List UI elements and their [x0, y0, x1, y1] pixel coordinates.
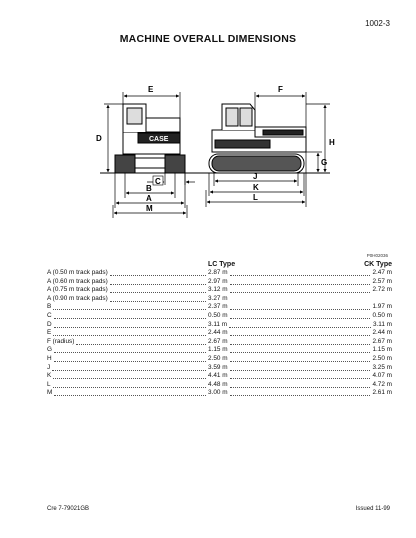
row-label: E: [47, 329, 52, 337]
row-label: G: [47, 346, 52, 354]
dim-label-k: K: [253, 183, 259, 192]
dim-label-d: D: [96, 134, 102, 143]
dot-leader: [54, 327, 206, 328]
dim-label-b: B: [146, 184, 152, 193]
dot-leader: [230, 344, 370, 345]
row-lc-value: 3.12 m: [208, 286, 228, 294]
row-lc-value: 2.87 m: [208, 269, 228, 276]
dot-leader: [52, 370, 206, 371]
row-ck-value: 3.11 m: [372, 320, 392, 328]
row-label: A (0.60 m track pads): [47, 277, 108, 285]
row-lc-value: 3.00 m: [208, 389, 228, 397]
dot-leader: [230, 387, 370, 388]
dot-leader: [110, 284, 206, 285]
row-ck-value: 2.47 m: [372, 269, 392, 276]
dim-label-f: F: [278, 85, 283, 94]
table-row: [47, 269, 392, 278]
row-ck-value: 2.44 m: [372, 329, 392, 337]
row-label: B: [47, 303, 52, 311]
table-row: [47, 372, 392, 381]
table-row: [47, 303, 392, 312]
row-ck-value: 1.15 m: [372, 346, 392, 354]
row-label: A (0.75 m track pads): [47, 286, 108, 294]
dot-leader: [76, 344, 206, 345]
column-header-ck: CK Type: [364, 261, 392, 268]
table-row: [47, 389, 392, 398]
dot-leader: [54, 352, 206, 353]
machine-dimensions-diagram: [0, 0, 416, 230]
row-ck-value: 1.97 m: [372, 303, 392, 311]
table-row: [47, 364, 392, 373]
column-header-lc: LC Type: [208, 261, 236, 268]
figure-reference: P0H02036: [366, 253, 388, 258]
dot-leader: [53, 387, 206, 388]
row-lc-value: 2.50 m: [208, 354, 228, 362]
row-lc-value: 2.97 m: [208, 277, 228, 285]
table-row: [47, 346, 392, 355]
dot-leader: [230, 292, 370, 293]
table-row: [47, 381, 392, 390]
dim-label-m: M: [146, 204, 153, 213]
row-label: D: [47, 320, 52, 328]
dot-leader: [230, 395, 370, 396]
table-row: [47, 286, 392, 295]
row-lc-value: 3.59 m: [208, 363, 228, 371]
dot-leader: [54, 318, 206, 319]
row-lc-value: 4.48 m: [208, 380, 228, 388]
dim-label-l: L: [253, 193, 258, 202]
dot-leader: [53, 378, 206, 379]
row-lc-value: 3.27 m: [208, 294, 228, 302]
row-label: M: [47, 389, 53, 397]
dim-label-j: J: [253, 172, 258, 181]
row-label: A (0.50 m track pads): [47, 269, 108, 276]
dim-label-h: H: [329, 138, 335, 147]
dot-leader: [230, 284, 370, 285]
dot-leader: [110, 292, 206, 293]
table-row: [47, 338, 392, 347]
row-label: C: [47, 311, 52, 319]
row-lc-value: 2.67 m: [208, 337, 228, 345]
dot-leader: [110, 301, 206, 302]
dot-leader: [230, 352, 370, 353]
row-lc-value: 4.41 m: [208, 372, 228, 380]
table-row: [47, 355, 392, 364]
row-ck-value: 2.67 m: [372, 337, 392, 345]
dim-label-g: G: [321, 158, 328, 167]
page-number: 1002-3: [365, 19, 390, 28]
dot-leader: [230, 370, 370, 371]
page-title: MACHINE OVERALL DIMENSIONS: [119, 33, 297, 45]
row-ck-value: 2.50 m: [372, 354, 392, 362]
dot-leader: [53, 309, 206, 310]
dot-leader: [230, 378, 370, 379]
dim-label-a: A: [146, 194, 152, 203]
row-label: L: [47, 380, 51, 388]
dimensions-table: [47, 269, 392, 398]
footer-document-code: Cre 7-79021GB: [47, 506, 90, 512]
dim-label-e: E: [148, 85, 154, 94]
table-row: [47, 295, 392, 304]
dot-leader: [54, 395, 206, 396]
row-lc-value: 2.37 m: [208, 303, 228, 311]
dot-leader: [110, 275, 206, 276]
row-ck-value: 2.61 m: [372, 389, 392, 397]
dot-leader: [230, 335, 370, 336]
dot-leader: [54, 361, 206, 362]
row-ck-value: 2.72 m: [372, 286, 392, 294]
row-label: F (radius): [47, 337, 75, 345]
row-ck-value: 4.72 m: [372, 380, 392, 388]
row-lc-value: 3.11 m: [208, 320, 228, 328]
side-view: [200, 104, 330, 173]
row-label: A (0.90 m track pads): [47, 294, 108, 302]
front-brand-label: CASE: [149, 136, 169, 143]
row-ck-value: 4.07 m: [372, 372, 392, 380]
row-ck-value: 2.57 m: [372, 277, 392, 285]
table-row: [47, 312, 392, 321]
row-lc-value: 2.44 m: [208, 329, 228, 337]
row-label: J: [47, 363, 51, 371]
row-label: H: [47, 354, 52, 362]
dot-leader: [53, 335, 206, 336]
dot-leader: [230, 361, 370, 362]
table-row: [47, 329, 392, 338]
row-lc-value: 0.50 m: [208, 311, 228, 319]
row-ck-value: 0.50 m: [372, 311, 392, 319]
dot-leader: [230, 275, 370, 276]
row-label: K: [47, 372, 52, 380]
dim-label-c: C: [155, 177, 161, 186]
table-row: [47, 278, 392, 287]
footer-issue-date: Issued 11-99: [355, 506, 390, 512]
dot-leader: [230, 309, 370, 310]
dot-leader: [229, 327, 371, 328]
row-ck-value: 3.25 m: [372, 363, 392, 371]
dot-leader: [230, 318, 370, 319]
row-lc-value: 1.15 m: [208, 346, 228, 354]
table-row: [47, 321, 392, 330]
